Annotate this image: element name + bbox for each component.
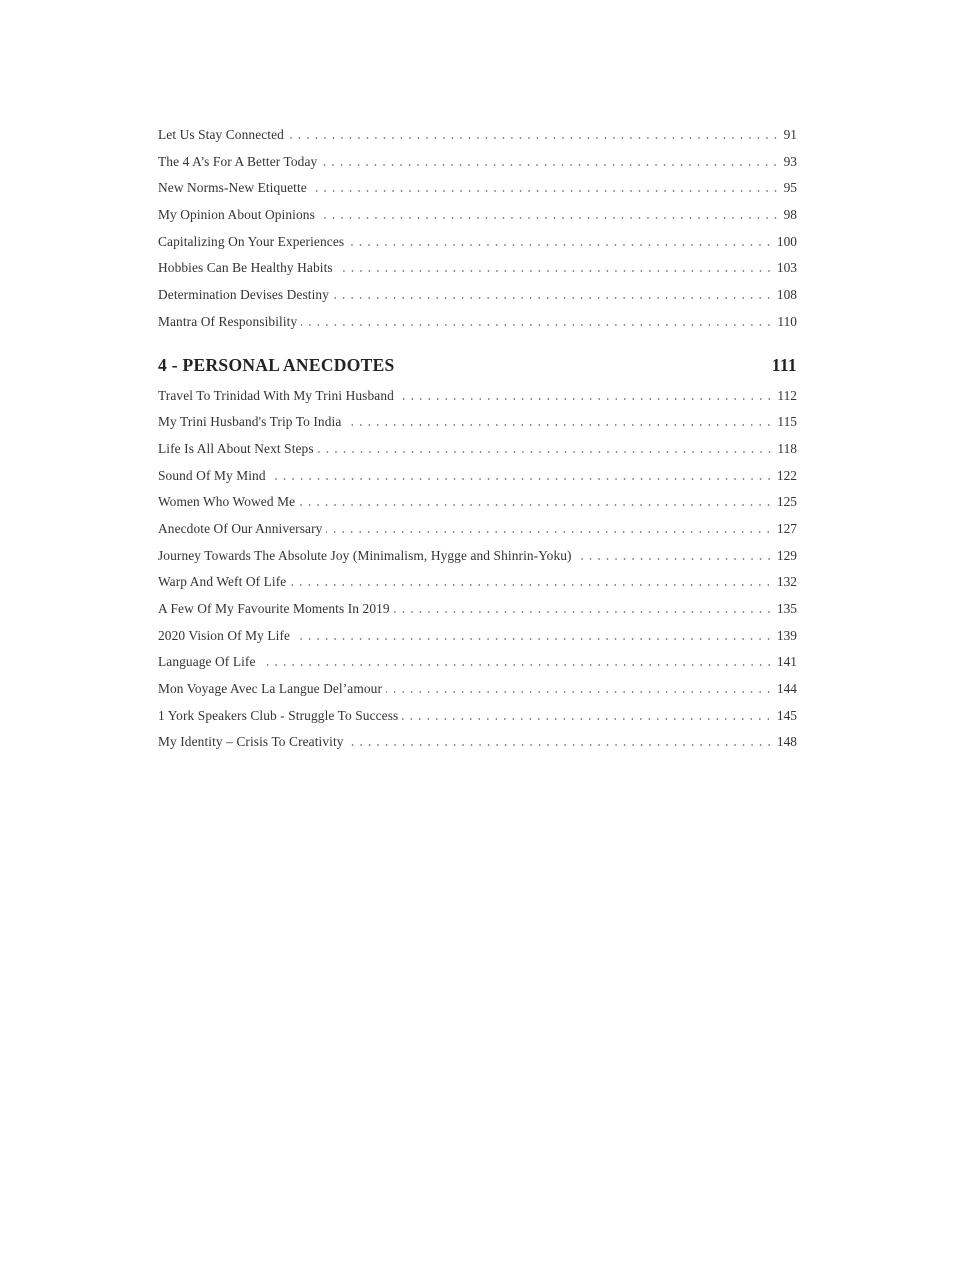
toc-entry-page: 125 xyxy=(776,494,797,510)
toc-entry[interactable] xyxy=(158,703,797,730)
dot-leader xyxy=(270,478,773,480)
toc-entry-page: 129 xyxy=(776,547,797,563)
toc-entry[interactable] xyxy=(158,463,797,490)
toc-entry-page: 139 xyxy=(776,627,797,643)
toc-entry-page: 112 xyxy=(777,387,797,403)
toc-entry[interactable] xyxy=(158,255,797,282)
toc-entry[interactable] xyxy=(158,122,797,149)
toc-entry-title: My Trini Husband's Trip To India xyxy=(158,414,342,430)
toc-entry-page: 110 xyxy=(777,313,797,329)
toc-entry[interactable] xyxy=(158,309,797,336)
toc-entry[interactable] xyxy=(158,175,797,202)
toc-entry-title: Determination Devises Destiny xyxy=(158,287,329,303)
toc-entry-page: 148 xyxy=(776,734,797,750)
dot-leader xyxy=(318,451,774,453)
toc-entry[interactable] xyxy=(158,436,797,463)
dot-leader xyxy=(402,718,773,720)
toc-entry-page: 115 xyxy=(777,414,797,430)
toc-entry[interactable] xyxy=(158,282,797,309)
toc-entry-title: New Norms-New Etiquette xyxy=(158,180,307,196)
toc-entry-title: Sound Of My Mind xyxy=(158,467,266,483)
toc-entry-page: 132 xyxy=(776,574,797,590)
toc-list-after xyxy=(158,383,797,757)
toc-entry-title: 2020 Vision Of My Life xyxy=(158,627,291,643)
toc-entry[interactable] xyxy=(158,489,797,516)
toc-entry-page: 108 xyxy=(776,287,797,303)
toc-entry-page: 95 xyxy=(783,180,797,196)
dot-leader xyxy=(348,744,773,746)
toc-entry[interactable] xyxy=(158,729,797,756)
toc-entry-title: Anecdote Of Our Anniversary xyxy=(158,520,323,536)
toc-entry-title: 1 York Speakers Club - Struggle To Success xyxy=(158,707,399,723)
dot-leader xyxy=(260,664,773,666)
toc-entry[interactable] xyxy=(158,649,797,676)
dot-leader xyxy=(321,164,779,166)
dot-leader xyxy=(348,244,773,246)
toc-entry-page: 141 xyxy=(776,654,797,670)
toc-entry[interactable] xyxy=(158,676,797,703)
table-of-contents xyxy=(158,122,797,756)
dot-leader xyxy=(333,297,773,299)
toc-entry[interactable] xyxy=(158,149,797,176)
toc-entry-title: Women Who Wowed Me xyxy=(158,494,296,510)
toc-entry-title: Mantra Of Responsibility xyxy=(158,313,298,329)
section-page: 111 xyxy=(771,354,797,375)
toc-entry-title: My Opinion About Opinions xyxy=(158,207,315,223)
toc-entry-title: Journey Towards The Absolute Joy (Minimalism, Hygge and Shinrin-Yoku) xyxy=(158,547,572,563)
toc-entry-page: 118 xyxy=(777,440,797,456)
toc-entry-page: 144 xyxy=(776,681,797,697)
toc-entry-page: 103 xyxy=(776,260,797,276)
dot-leader xyxy=(294,638,773,640)
dot-leader xyxy=(311,190,780,192)
toc-entry-page: 98 xyxy=(783,207,797,223)
dot-leader xyxy=(299,504,773,506)
toc-entry[interactable] xyxy=(158,623,797,650)
toc-entry-title: My Identity – Crisis To Creativity xyxy=(158,734,344,750)
toc-entry-page: 145 xyxy=(776,707,797,723)
toc-entry-title: Warp And Weft Of Life xyxy=(158,574,287,590)
dot-leader xyxy=(326,531,772,533)
dot-leader xyxy=(290,584,773,586)
toc-entry[interactable] xyxy=(158,543,797,570)
section-heading[interactable] xyxy=(158,355,797,376)
toc-entry-title: Capitalizing On Your Experiences xyxy=(158,233,345,249)
toc-entry-title: The 4 A’s For A Better Today xyxy=(158,153,318,169)
toc-entry-title: Let Us Stay Connected xyxy=(158,127,284,142)
toc-entry-title: Hobbies Can Be Healthy Habits xyxy=(158,260,333,276)
toc-entry[interactable] xyxy=(158,596,797,623)
dot-leader xyxy=(398,398,773,400)
toc-entry-title: Travel To Trinidad With My Trini Husband xyxy=(158,387,394,403)
toc-entry[interactable] xyxy=(158,383,797,410)
section-title: 4 - PERSONAL ANECDOTES xyxy=(158,354,395,375)
dot-leader xyxy=(337,270,773,272)
toc-entry[interactable] xyxy=(158,516,797,543)
dot-leader xyxy=(319,217,780,219)
dot-leader xyxy=(345,424,773,426)
toc-entry-page: 93 xyxy=(783,153,797,169)
toc-entry[interactable] xyxy=(158,569,797,596)
dot-leader xyxy=(386,691,773,693)
toc-entry-page: 127 xyxy=(776,520,797,536)
toc-entry-title: Mon Voyage Avec La Langue Del’amour xyxy=(158,681,383,697)
toc-list-before xyxy=(158,122,797,336)
dot-leader xyxy=(301,324,773,326)
dot-leader xyxy=(394,611,773,613)
toc-entry-title: Life Is All About Next Steps xyxy=(158,440,314,456)
toc-entry[interactable] xyxy=(158,202,797,229)
toc-entry-page: 100 xyxy=(776,233,797,249)
toc-entry[interactable] xyxy=(158,229,797,256)
dot-leader xyxy=(576,558,773,560)
toc-entry-page: 91 xyxy=(783,127,797,142)
toc-entry-title: A Few Of My Favourite Moments In 2019 xyxy=(158,601,390,616)
toc-entry-title: Language Of Life xyxy=(158,654,256,670)
toc-entry[interactable] xyxy=(158,409,797,436)
toc-entry-page: 122 xyxy=(776,467,797,483)
toc-entry-page: 135 xyxy=(776,601,797,616)
dot-leader xyxy=(288,137,780,139)
